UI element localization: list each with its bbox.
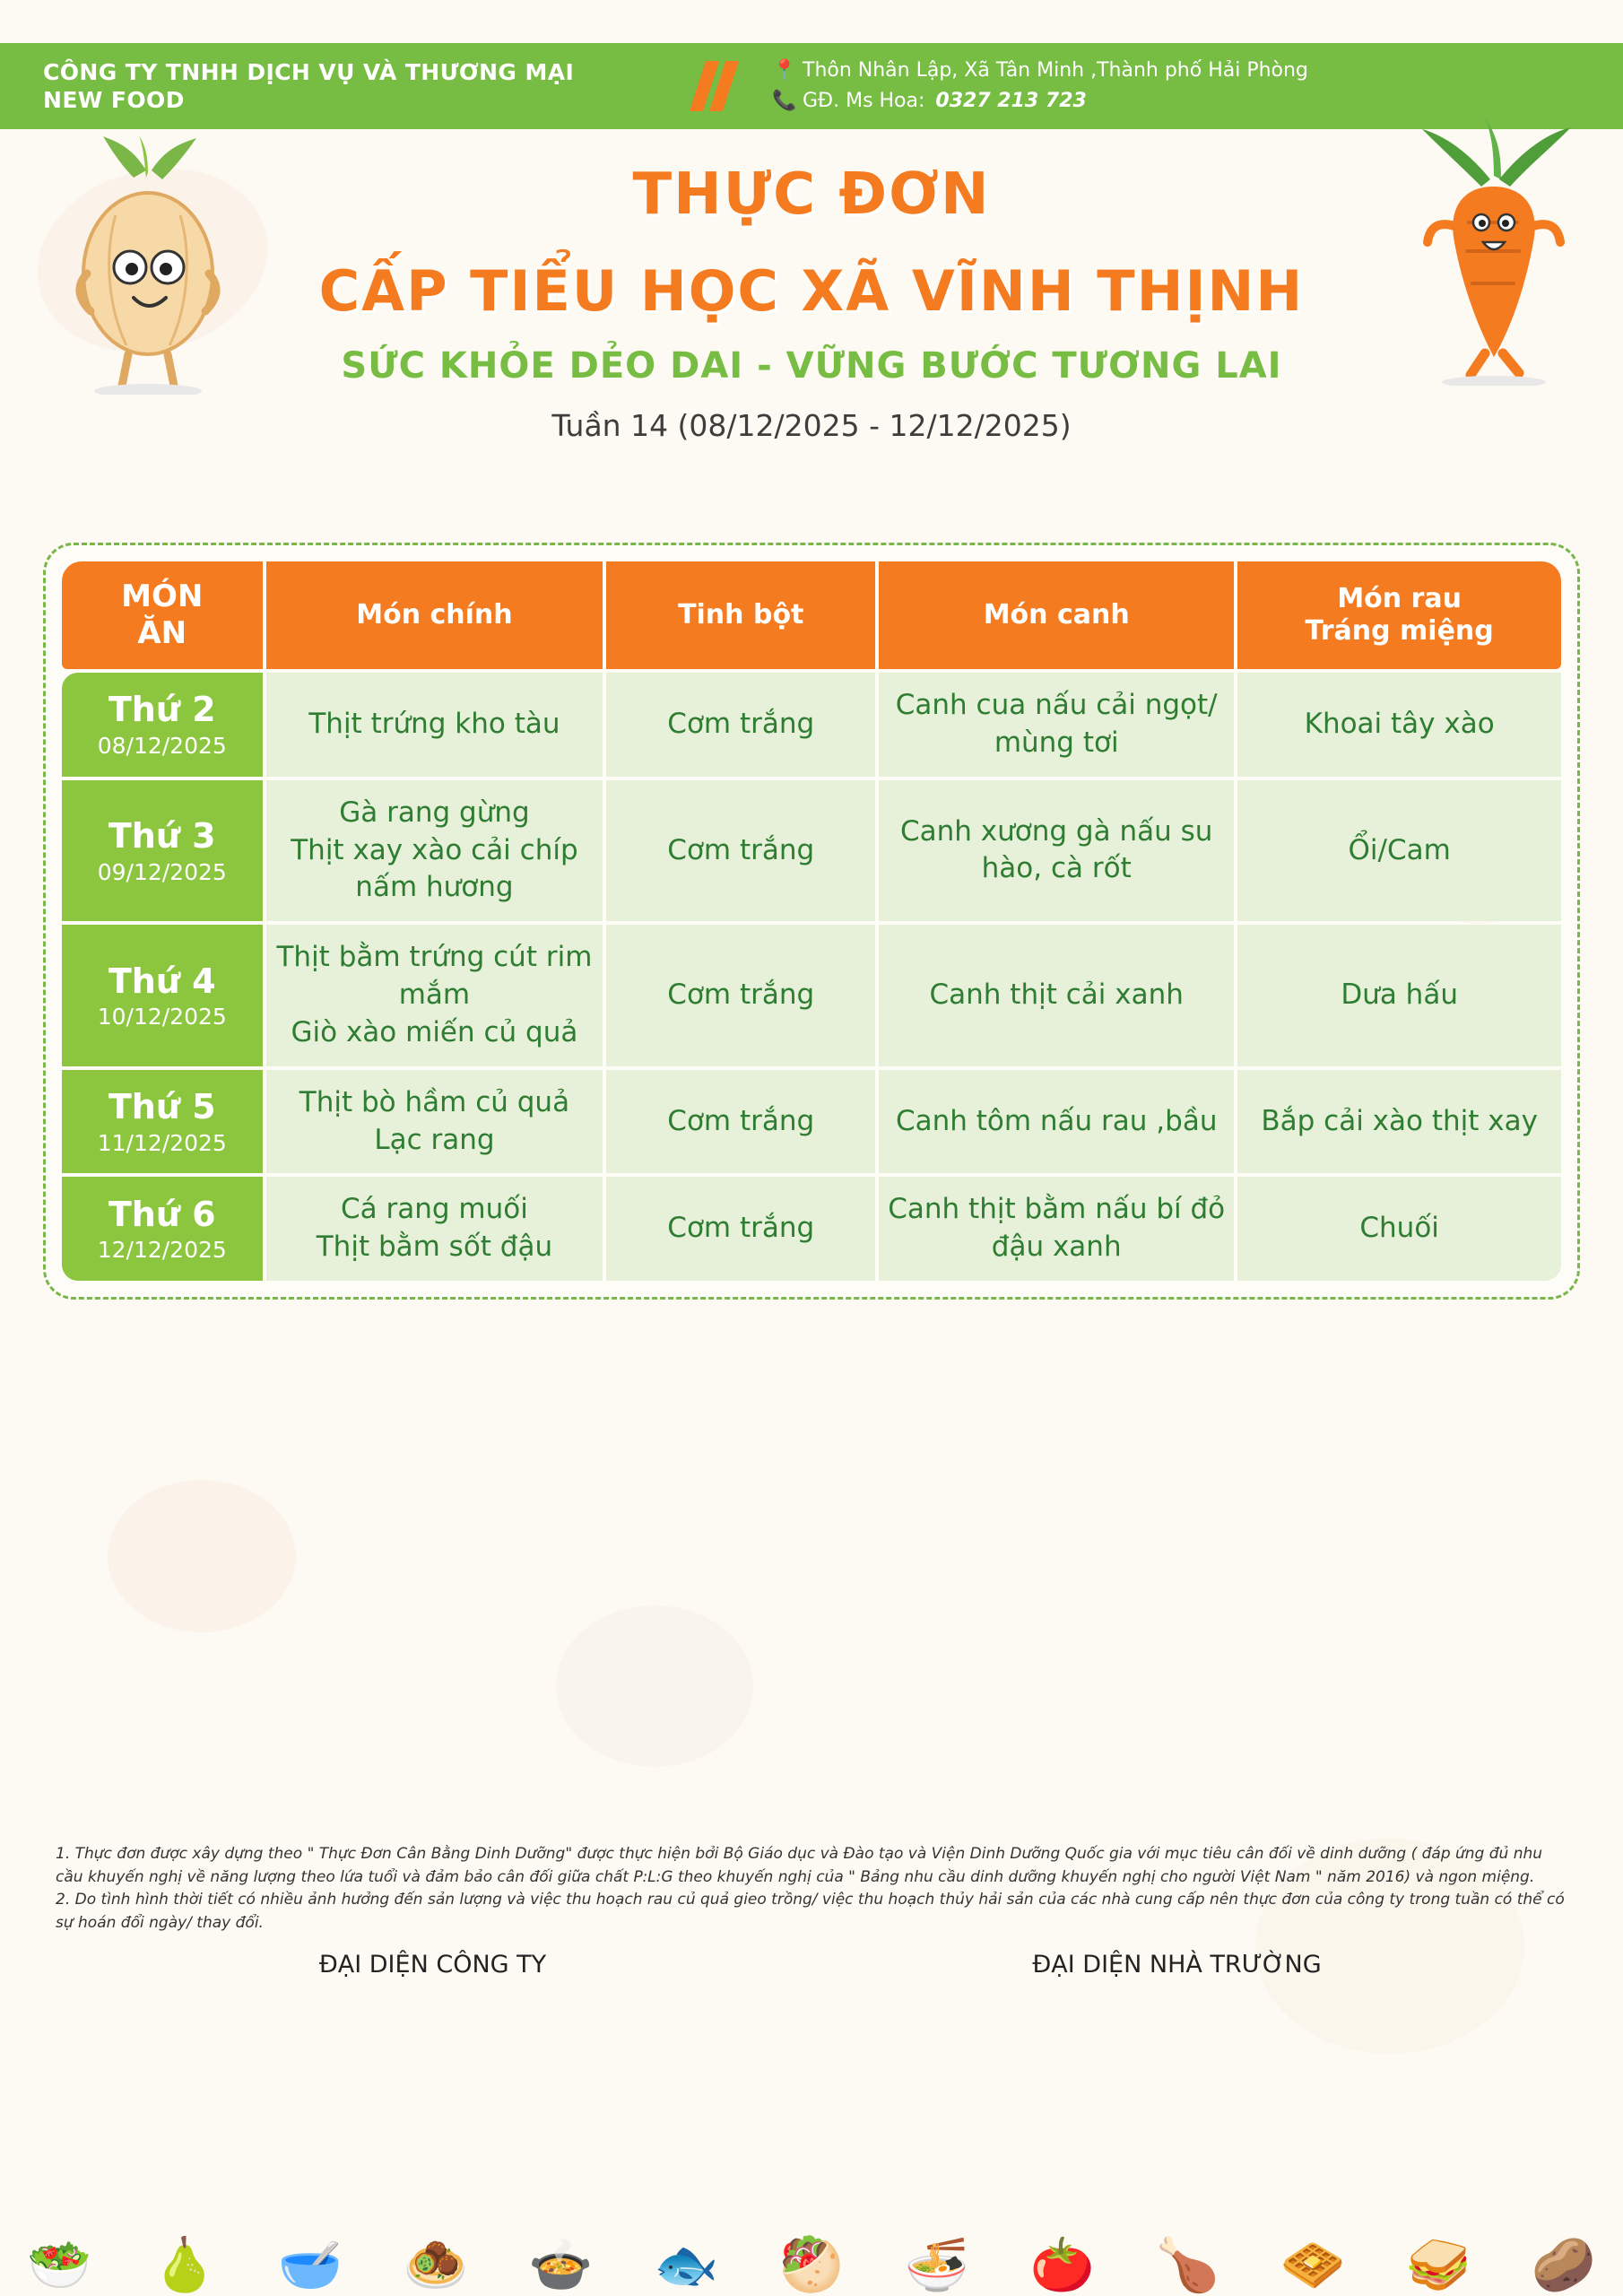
day-name: Thứ 4 — [108, 961, 216, 1001]
row-day-cell — [62, 1070, 263, 1174]
decorative-blob — [556, 1605, 753, 1767]
food-icon: 🥗 — [27, 2234, 92, 2295]
food-icon: 🥙 — [778, 2234, 845, 2295]
cell-starch: Cơm trắng — [606, 673, 875, 777]
food-icon: 🥣 — [277, 2234, 343, 2295]
cell-main: Gà rang gừng Thịt xay xào cải chíp nấm hương — [266, 780, 603, 922]
carrot-mascot-icon — [1399, 117, 1587, 389]
cell-main: Thịt bằm trứng cút rim mắm Giò xào miến củ quả — [266, 925, 603, 1066]
slash-divider-icon — [698, 61, 731, 111]
column-header-veg-line1: Món rau — [1337, 583, 1462, 614]
company-name-line2: NEW FOOD — [43, 87, 185, 113]
cell-veg: Dưa hấu — [1237, 925, 1561, 1066]
footer-notes — [56, 1843, 1571, 1935]
column-header-soup: Món canh — [879, 561, 1234, 669]
day-name: Thứ 2 — [108, 690, 216, 730]
table-row — [62, 780, 1561, 922]
column-header-day-line2: ĂN — [137, 615, 187, 651]
food-icon: 🍐 — [152, 2234, 218, 2295]
food-icon: 🥔 — [1531, 2234, 1596, 2295]
cell-veg: Khoai tây xào — [1237, 673, 1561, 777]
slogan: SỨC KHỎE DẺO DAI - VỮNG BƯỚC TƯƠNG LAI — [341, 345, 1282, 387]
location-pin-icon: 📍 — [772, 58, 797, 82]
cell-soup: Canh xương gà nấu su hào, cà rốt — [879, 780, 1234, 922]
day-name: Thứ 5 — [108, 1087, 216, 1127]
cell-starch: Cơm trắng — [606, 780, 875, 922]
cell-veg: Bắp cải xào thịt xay — [1237, 1070, 1561, 1174]
address-text: Thôn Nhân Lập, Xã Tân Minh ,Thành phố Hải Phòng — [803, 58, 1308, 82]
decorative-blob — [108, 1480, 296, 1632]
signature-company: ĐẠI DIỆN CÔNG TY — [318, 1951, 547, 1979]
cell-soup: Canh cua nấu cải ngọt/ mùng tơi — [879, 673, 1234, 777]
signature-row — [0, 1951, 1623, 1979]
menu-table-container — [43, 543, 1580, 1300]
column-header-main: Món chính — [266, 561, 603, 669]
column-header-veg — [1237, 561, 1561, 669]
column-header-starch: Tinh bột — [606, 561, 875, 669]
onion-mascot-icon — [40, 135, 256, 398]
phone-label: GĐ. Ms Hoa: — [803, 90, 925, 112]
day-name: Thứ 3 — [108, 816, 216, 857]
table-row — [62, 925, 1561, 1066]
column-header-day-line1: MÓN — [121, 578, 204, 615]
cell-soup: Canh thịt cải xanh — [879, 925, 1234, 1066]
cell-starch: Cơm trắng — [606, 925, 875, 1066]
food-icon: 🐟 — [654, 2234, 719, 2295]
row-day-cell — [62, 1177, 263, 1281]
cell-main: Cá rang muối Thịt bằm sốt đậu — [266, 1177, 603, 1281]
column-header-veg-line2: Tráng miệng — [1305, 615, 1494, 647]
column-header-day — [62, 561, 263, 669]
note-2: 2. Do tình hình thời tiết có nhiều ảnh hưởng đến sản lượng và việc thu hoạch rau củ quả gieo trồng/ việc thu hoạch thủy hải sản của các nhà cung cấp nên thực đơn của công ty trong tuần có thể có sự hoán đổi ngày/ thay đổi. — [56, 1891, 1565, 1932]
day-date: 09/12/2025 — [97, 858, 227, 885]
company-name — [0, 58, 689, 115]
day-date: 10/12/2025 — [97, 1004, 227, 1031]
menu-table — [58, 558, 1565, 1284]
phone-icon: 📞 — [772, 90, 797, 112]
day-date: 12/12/2025 — [97, 1237, 227, 1264]
page-header — [0, 43, 1623, 129]
phone-row — [772, 86, 1308, 117]
day-date: 08/12/2025 — [97, 732, 227, 759]
row-day-cell — [62, 780, 263, 922]
cell-veg: Chuối — [1237, 1177, 1561, 1281]
cell-main: Thịt trứng kho tàu — [266, 673, 603, 777]
signature-school: ĐẠI DIỆN NHÀ TRƯỜNG — [1032, 1951, 1322, 1979]
cell-soup: Canh thịt bằm nấu bí đỏ đậu xanh — [879, 1177, 1234, 1281]
cell-starch: Cơm trắng — [606, 1070, 875, 1174]
cell-starch: Cơm trắng — [606, 1177, 875, 1281]
page-title: THỰC ĐƠN — [632, 161, 991, 228]
address-row — [772, 56, 1308, 86]
contact-block — [772, 56, 1308, 117]
cell-main: Thịt bò hầm củ quả Lạc rang — [266, 1070, 603, 1174]
day-name: Thứ 6 — [108, 1194, 216, 1234]
row-day-cell — [62, 925, 263, 1066]
food-icon: 🍲 — [528, 2234, 594, 2295]
food-icon: 🧆 — [403, 2234, 468, 2295]
note-1: 1. Thực đơn được xây dựng theo " Thực Đơn Cân Bằng Dinh Dưỡng" được thực hiện bởi Bộ Giáo dục và Đào tạo và Viện Dinh Dưỡng Quốc gia với mục tiêu cân đối về dinh dưỡng ( đáp ứng đủ nhu cầu khuyến nghị về năng lượng theo lứa tuổi và đảm bảo cân đối giữa chất P:L:G theo khuyến nghị của " Bảng nhu cầu dinh dưỡng khuyến nghị cho người Việt Nam " năm 2016) và ngon miệng. — [56, 1845, 1543, 1886]
table-row — [62, 1070, 1561, 1174]
row-day-cell — [62, 673, 263, 777]
page-subtitle: CẤP TIỂU HỌC XÃ VĨNH THỊNH — [318, 258, 1305, 324]
food-icon: 🥪 — [1405, 2234, 1471, 2295]
phone-number[interactable]: 0327 213 723 — [935, 90, 1087, 112]
food-icon: 🍗 — [1155, 2234, 1220, 2295]
cell-soup: Canh tôm nấu rau ,bầu — [879, 1070, 1234, 1174]
company-name-line1: CÔNG TY TNHH DỊCH VỤ VÀ THƯƠNG MẠI — [43, 58, 575, 85]
table-header-row — [62, 561, 1561, 669]
food-icon: 🧇 — [1280, 2234, 1346, 2295]
day-date: 11/12/2025 — [97, 1129, 227, 1156]
food-icon: 🍅 — [1029, 2234, 1095, 2295]
food-icon: 🍜 — [904, 2234, 969, 2295]
table-row — [62, 1177, 1561, 1281]
week-range: Tuần 14 (08/12/2025 - 12/12/2025) — [551, 408, 1072, 443]
cell-veg: Ổi/Cam — [1237, 780, 1561, 922]
food-strip — [0, 2161, 1623, 2296]
table-row — [62, 673, 1561, 777]
